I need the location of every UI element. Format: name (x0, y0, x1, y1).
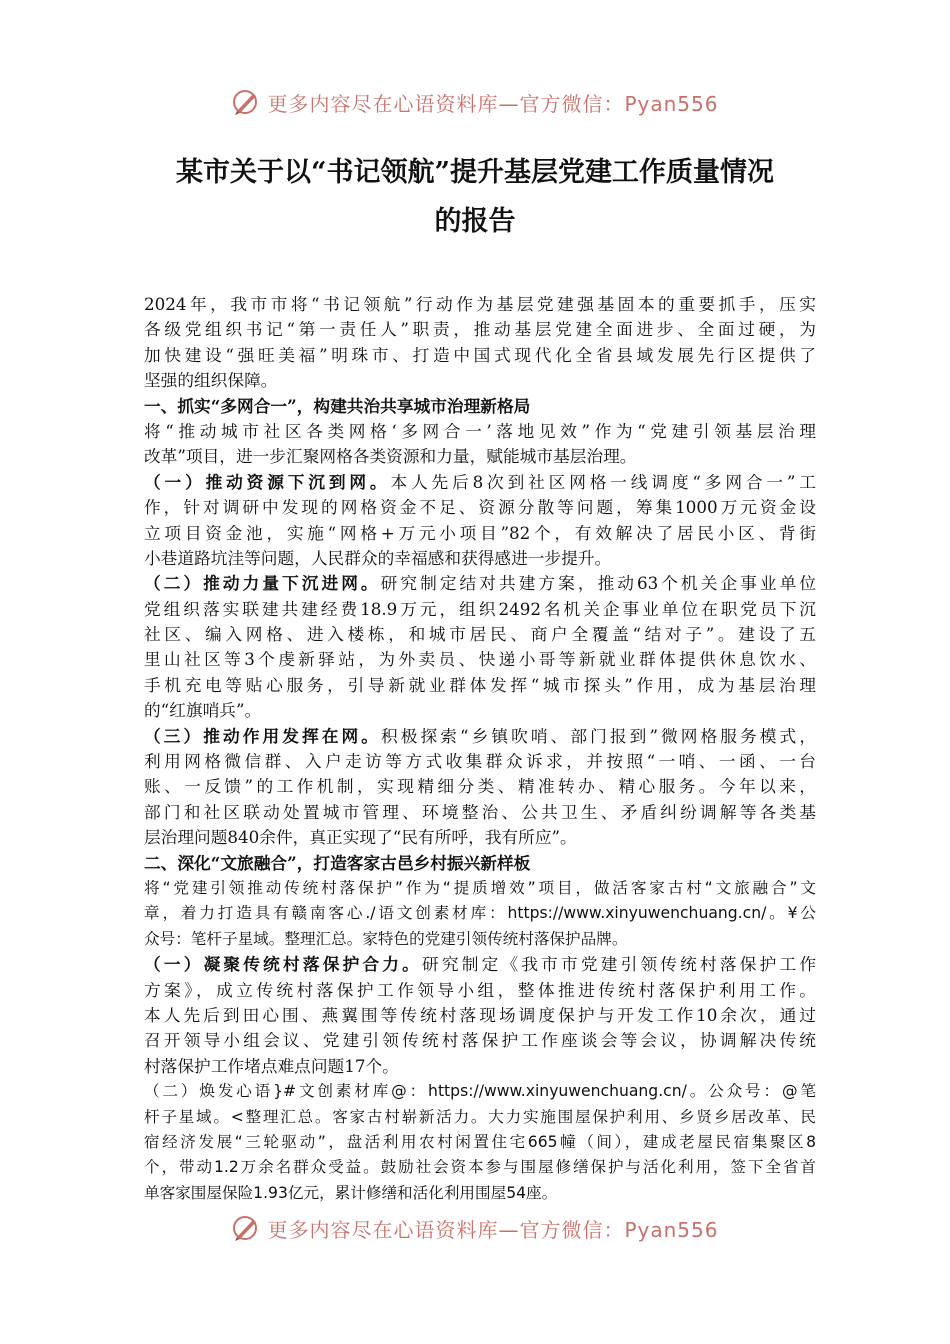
title-line-2: 的报告 (434, 206, 516, 237)
line-text: 召开领导小组会议、党建引领传统村落保护工作座谈会等会议，协调解决传统 (144, 1030, 816, 1051)
line-text: 部门和社区联动处置城市管理、环境整治、公共卫生、矛盾纠纷调解等各类基 (144, 801, 816, 822)
subsection-lead: （二）推动力量下沉进网。 (144, 573, 381, 594)
line-text: 杆子星域。<整理汇总。客家古村崭新活力。大力实施围屋保护利用、乡贤乡居改革、民 (144, 1107, 816, 1126)
watermark-text: 更多内容尽在心语资料库—官方微信：Pyan556 (267, 1217, 719, 1242)
line-text: 小巷道路坑洼等问题，人民群众的幸福感和获得感进一步提升。 (144, 547, 612, 568)
line-text: 作，针对调研中发现的网格资金不足、资源分散等问题，筹集1000万元资金设 (144, 497, 816, 518)
line-text: 宿经济发展“三轮驱动”，盘活利用农村闲置住宅665幢（间），建成老屋民宿集聚区8 (144, 1132, 816, 1151)
section-heading (144, 394, 816, 419)
text-line (144, 1181, 816, 1206)
document-title (60, 148, 890, 246)
text-line (144, 1105, 816, 1130)
line-text: 将“推动城市社区各类网格‘多网合一’落地见效”作为“党建引领基层治理 (144, 420, 816, 441)
line-text: 研究制定《我市市党建引领传统村落保护工作 (422, 954, 817, 975)
line-text: 账、一反馈”的工作机制，实现精细分类、精准转办、精心服务。今年以来， (144, 776, 816, 797)
line-text: 将“党建引领推动传统村落保护”作为“提质增效”项目，做活客家古村“文旅融合”文 (144, 878, 816, 897)
line-text: 利用网格微信群、入户走访等方式收集群众诉求，并按照“一哨、一函、一台 (144, 751, 816, 772)
line-text: 层治理问题840余件，真正实现了“民有所呼，我有所应”。 (144, 827, 577, 848)
text-line (144, 800, 816, 825)
text-line (144, 749, 816, 774)
line-text: 改革”项目，进一步汇聚网格各类资源和力量，赋能城市基层治理。 (144, 446, 637, 467)
line-text: （二）焕发心语}#文创素材库@：https://www.xinyuwenchuang.cn/。公众号：@笔 (144, 1082, 816, 1101)
text-line (144, 1130, 816, 1155)
line-text: 各级党组织书记“第一责任人”职责，推动基层党建全面进步、全面过硬，为 (144, 319, 816, 340)
text-line (144, 647, 816, 672)
line-text: 加快建设“强旺美福”明珠市、打造中国式现代化全省县域发展先行区提供了 (144, 344, 816, 365)
text-line (144, 1054, 816, 1079)
line-text: 党组织落实联建共建经费18.9万元，组织2492名机关企事业单位在职党员下沉 (144, 598, 816, 619)
line-text: 一、抓实“多网合一”，构建共治共享城市治理新格局 (144, 395, 531, 416)
text-line (144, 952, 816, 977)
text-line (144, 978, 816, 1003)
line-text: 个，带动1.2万余名群众受益。鼓励社会资本参与围屋修缮保护与活化利用，签下全省首 (144, 1158, 816, 1177)
text-line (144, 673, 816, 698)
text-line (144, 546, 816, 571)
line-text: 众号：笔杆子星域。整理汇总。家特色的党建引领传统村落保护品牌。 (144, 929, 628, 948)
line-text: 村落保护工作堵点难点问题17个。 (144, 1055, 399, 1076)
text-line (144, 1003, 816, 1028)
text-line (144, 1079, 816, 1104)
text-line (144, 698, 816, 723)
text-line (144, 597, 816, 622)
text-line (144, 622, 816, 647)
text-line (144, 292, 816, 317)
title-line-1: 某市关于以“书记领航”提升基层党建工作质量情况 (175, 157, 775, 188)
text-line (144, 825, 816, 850)
line-text: 二、深化“文旅融合”，打造客家古邑乡村振兴新样板 (144, 852, 531, 873)
text-line (144, 901, 816, 926)
text-line (144, 368, 816, 393)
text-line (144, 317, 816, 342)
watermark-footer (0, 1208, 950, 1248)
text-line (144, 724, 816, 749)
text-line (144, 521, 816, 546)
pen-logo-icon (231, 87, 261, 117)
document-body (144, 292, 816, 1206)
subsection-lead: （一）推动资源下沉到网。 (144, 471, 391, 492)
line-text: 社区、编入网格、进入楼栋，和城市居民、商户全覆盖“结对子”。建设了五 (144, 624, 816, 645)
text-line (144, 343, 816, 368)
line-text: 研究制定结对共建方案，推动63个机关企事业单位 (380, 573, 817, 594)
line-text: 里山社区等3个虔新驿站，为外卖员、快递小哥等新就业群体提供休息饮水、 (144, 649, 816, 670)
line-text: 2024年，我市市将“书记领航”行动作为基层党建强基固本的重要抓手，压实 (144, 294, 816, 314)
line-text: 手机充电等贴心服务，引导新就业群体发挥“城市探头”作用，成为基层治理 (144, 674, 816, 695)
text-line (144, 495, 816, 520)
text-line (144, 444, 816, 469)
text-line (144, 571, 816, 596)
watermark-header (0, 82, 950, 122)
watermark-text: 更多内容尽在心语资料库—官方微信：Pyan556 (267, 91, 719, 116)
line-text: 积极探索“乡镇吹哨、部门报到”微网格服务模式， (381, 725, 817, 746)
text-line (144, 774, 816, 799)
section-heading (144, 851, 816, 876)
text-line (144, 470, 816, 495)
line-text: 单客家围屋保险1.93亿元，累计修缮和活化利用围屋54座。 (144, 1183, 558, 1202)
text-line (144, 1155, 816, 1180)
line-text: 方案》，成立传统村落保护工作领导小组，整体推进传统村落保护利用工作。 (144, 979, 816, 1000)
line-text: 立项目资金池，实施“网格+万元小项目”82个，有效解决了居民小区、背街 (144, 522, 816, 543)
text-line (144, 876, 816, 901)
text-line (144, 419, 816, 444)
subsection-lead: （一）凝聚传统村落保护合力。 (144, 954, 423, 975)
subsection-lead: （三）推动作用发挥在网。 (144, 725, 382, 746)
line-text: 本人先后到田心围、燕翼围等传统村落现场调度保护与开发工作10余次，通过 (144, 1004, 816, 1025)
pen-logo-icon (231, 1213, 261, 1243)
line-text: 的“红旗哨兵”。 (144, 700, 262, 721)
line-text: 章，着力打造具有赣南客心./语文创素材库：https://www.xinyuwenchuang.cn/。¥公 (144, 904, 816, 923)
line-text: 坚强的组织保障。 (144, 370, 278, 391)
text-line (144, 927, 816, 952)
text-line (144, 1028, 816, 1053)
line-text: 本人先后8次到社区网格一线调度“多网合一”工 (390, 471, 816, 492)
